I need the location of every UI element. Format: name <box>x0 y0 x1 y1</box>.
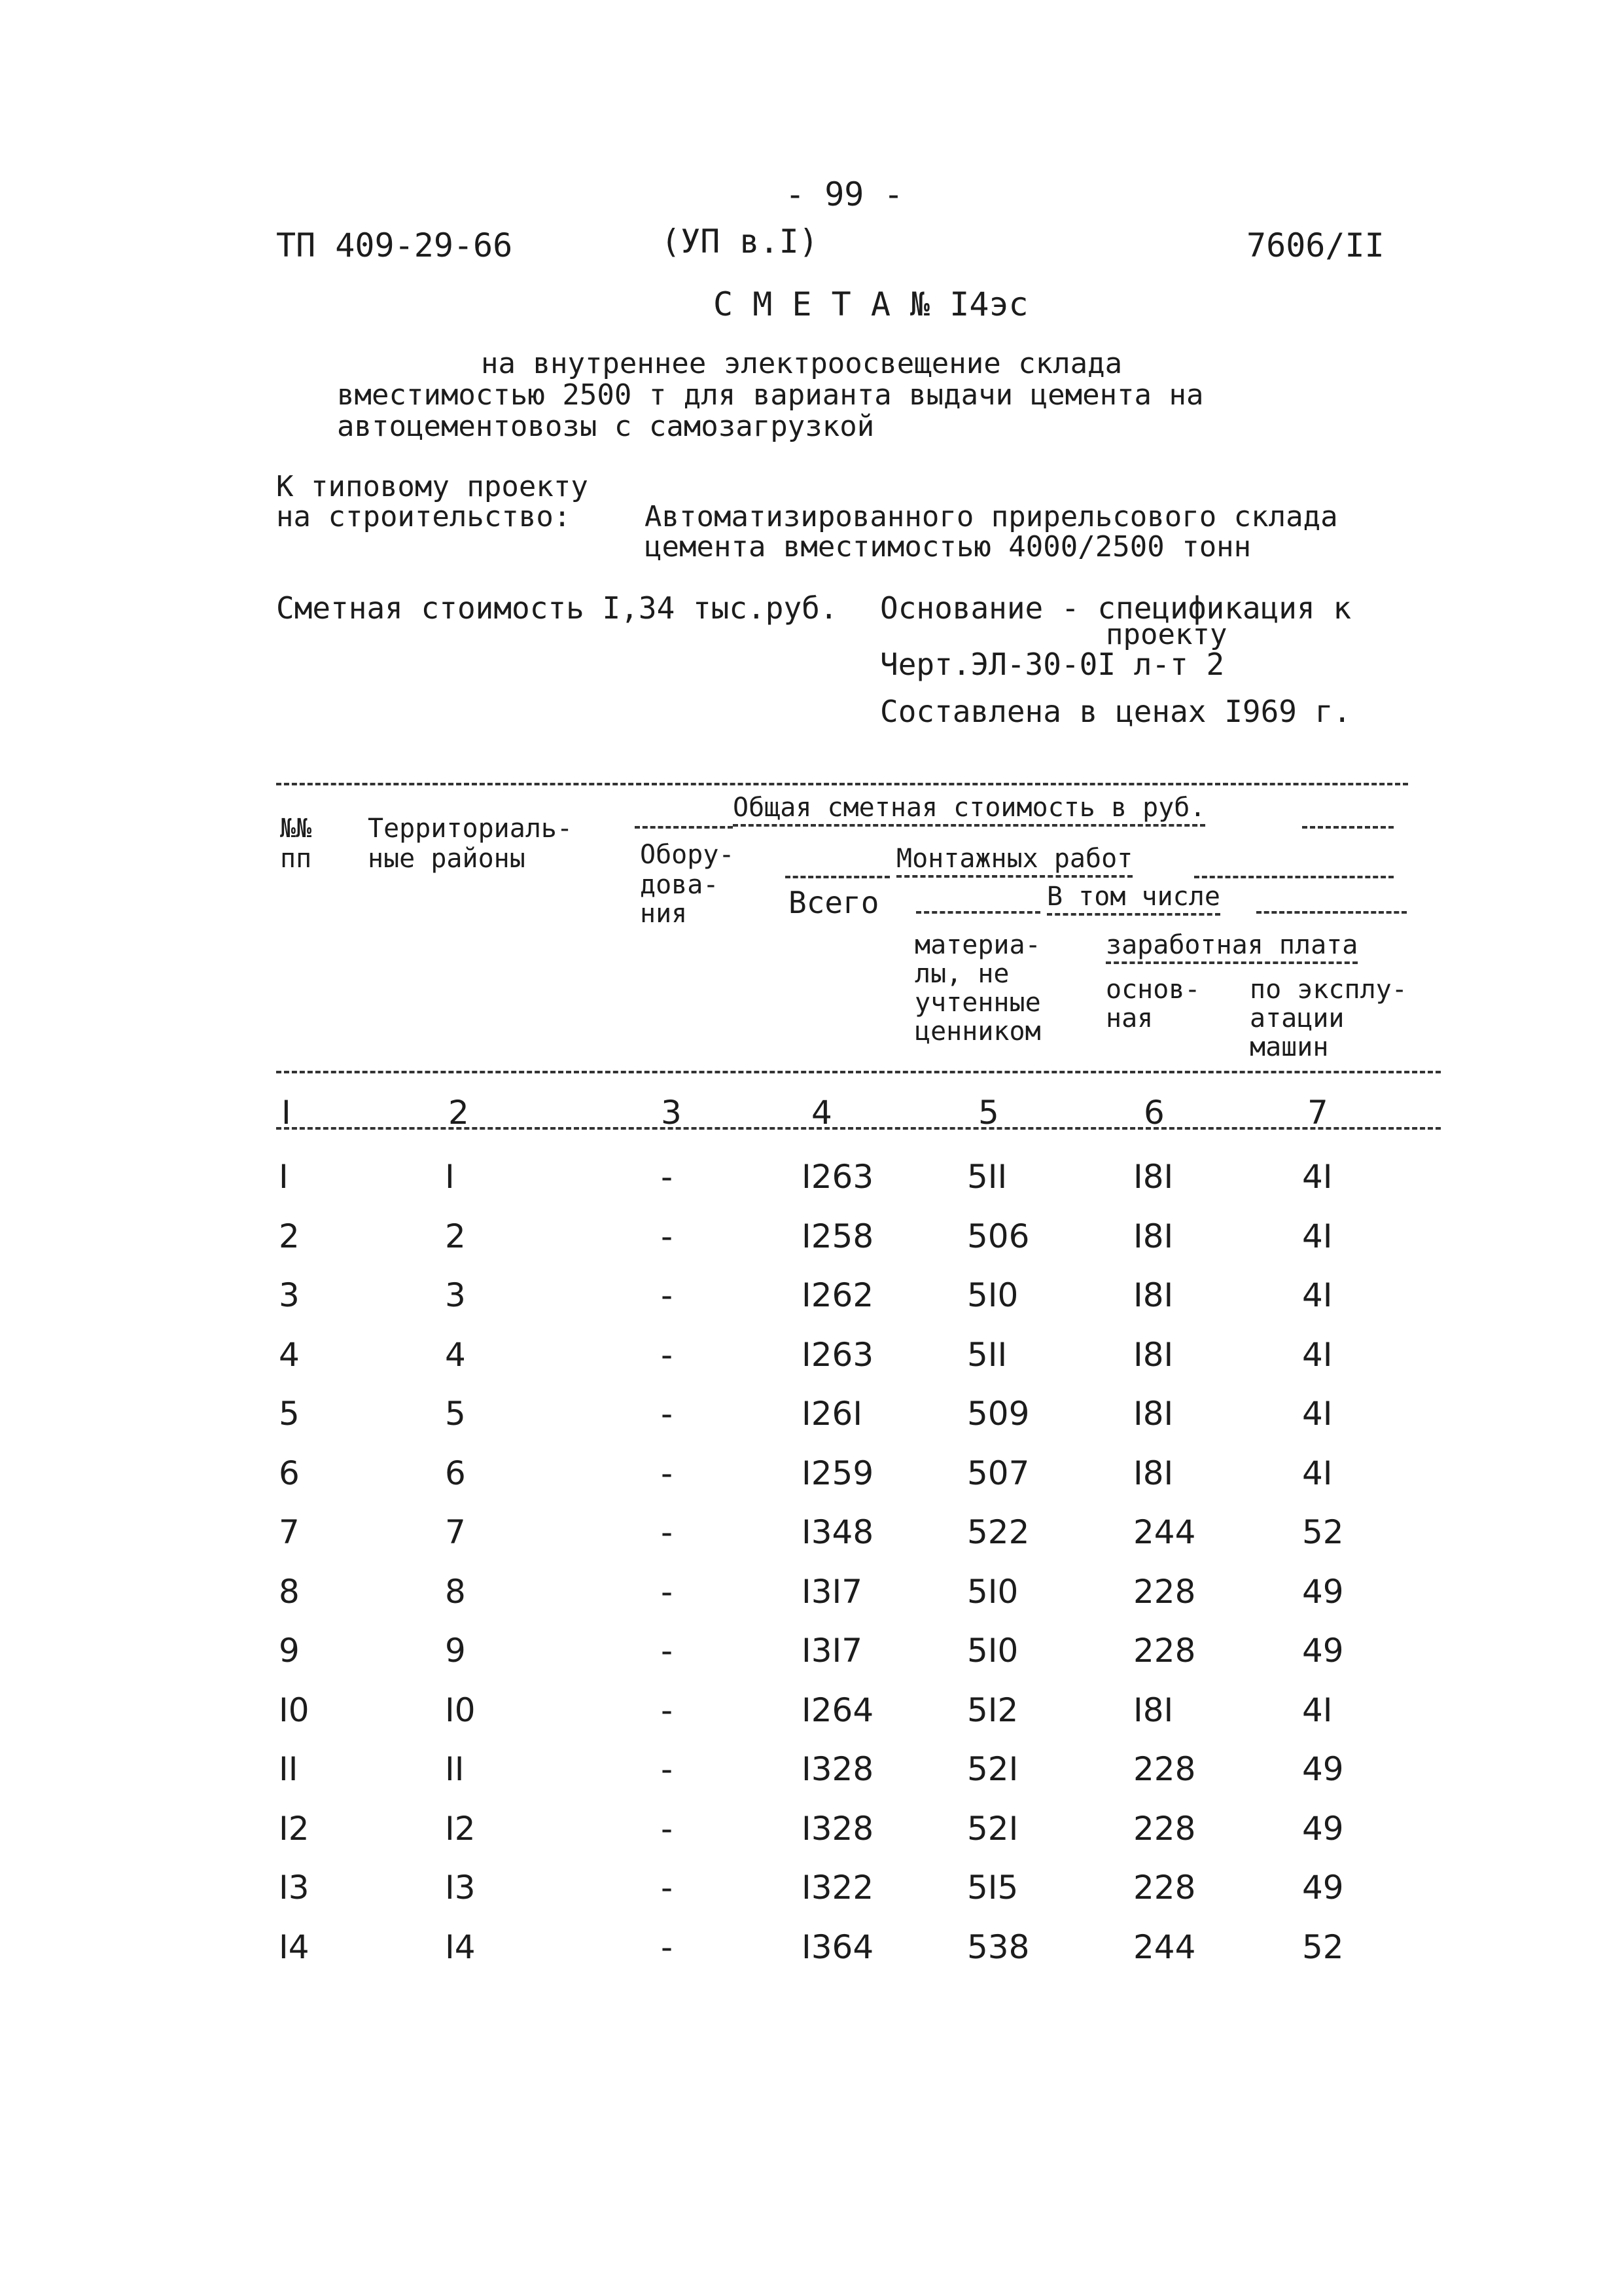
cell-region: 8 <box>445 1572 466 1611</box>
cell-equipment-cost: - <box>661 1395 673 1433</box>
cell-row-number: II <box>279 1750 298 1788</box>
cell-row-number: 4 <box>279 1335 300 1374</box>
col-wages-machines-3: машин <box>1250 1032 1329 1062</box>
cell-materials-cost: 507 <box>967 1454 1030 1492</box>
cell-total-cost: I328 <box>802 1750 874 1788</box>
cell-materials-cost: 538 <box>967 1928 1030 1966</box>
document-code: ТП 409-29-66 <box>276 226 513 264</box>
basis-continued: проекту <box>1106 618 1227 651</box>
cell-wages-machines: 49 <box>1302 1750 1344 1788</box>
cell-wages-basic: 244 <box>1133 1928 1196 1966</box>
cell-wages-machines: 4I <box>1302 1691 1333 1729</box>
cell-total-cost: I348 <box>802 1513 874 1551</box>
cell-equipment-cost: - <box>661 1809 673 1848</box>
col-wages-basic-1: основ- <box>1106 975 1201 1005</box>
archive-code: 7606/II <box>1246 226 1385 264</box>
cell-region: 9 <box>445 1632 466 1670</box>
cell-wages-basic: I8I <box>1133 1335 1174 1374</box>
table-row <box>0 1749 1624 1789</box>
col-region-label-2: ные районы <box>368 844 525 874</box>
volume-code: (УП в.I) <box>661 223 819 260</box>
table-row <box>0 1454 1624 1493</box>
cell-wages-machines: 49 <box>1302 1809 1344 1848</box>
installation-header: Монтажных работ <box>896 844 1133 873</box>
col-equipment-3: ния <box>640 899 688 929</box>
cell-region: 2 <box>445 1217 466 1255</box>
cell-region: 6 <box>445 1454 466 1492</box>
col-region-label-1: Территориаль- <box>368 814 573 844</box>
cell-equipment-cost: - <box>661 1869 673 1907</box>
basis: Основание - спецификация к <box>880 590 1352 626</box>
cell-wages-basic: 244 <box>1133 1513 1196 1551</box>
cell-total-cost: I26I <box>802 1395 863 1433</box>
column-number-row <box>0 1093 1624 1132</box>
cell-total-cost: I3I7 <box>802 1632 863 1670</box>
col-number-6: 6 <box>1144 1094 1165 1132</box>
cell-materials-cost: 5I2 <box>967 1691 1019 1729</box>
table-row <box>0 1572 1624 1611</box>
col-equipment-1: Обору- <box>640 840 735 870</box>
cell-wages-machines: 49 <box>1302 1632 1344 1670</box>
table-row <box>0 1513 1624 1552</box>
cell-region: I4 <box>445 1928 476 1966</box>
cell-wages-machines: 4I <box>1302 1217 1333 1255</box>
cell-materials-cost: 509 <box>967 1395 1030 1433</box>
cell-materials-cost: 506 <box>967 1217 1030 1255</box>
cell-equipment-cost: - <box>661 1928 673 1966</box>
cell-region: 4 <box>445 1335 466 1374</box>
col-wages-basic-2: ная <box>1106 1003 1154 1033</box>
cell-region: 7 <box>445 1513 466 1551</box>
cell-equipment-cost: - <box>661 1513 673 1551</box>
col-wages-machines-2: атации <box>1250 1003 1345 1033</box>
cell-row-number: I2 <box>279 1809 309 1848</box>
group-rule-left <box>635 826 733 829</box>
col-equipment-2: дова- <box>640 870 719 900</box>
cell-wages-machines: 4I <box>1302 1276 1333 1314</box>
col-materials-2: лы, не <box>915 959 1010 989</box>
cell-total-cost: I3I7 <box>802 1572 863 1611</box>
col-number-3: 3 <box>661 1094 682 1132</box>
cell-row-number: 6 <box>279 1454 300 1492</box>
cell-equipment-cost: - <box>661 1750 673 1788</box>
table-header-rule <box>276 1071 1441 1073</box>
cell-total-cost: I263 <box>802 1335 874 1374</box>
cell-wages-basic: 228 <box>1133 1869 1196 1907</box>
col-materials-1: материа- <box>915 930 1041 960</box>
cell-row-number: 3 <box>279 1276 300 1314</box>
col-number-label-1: №№ <box>280 814 312 844</box>
table-row <box>0 1809 1624 1848</box>
cell-total-cost: I263 <box>802 1158 874 1196</box>
cell-wages-machines: 49 <box>1302 1869 1344 1907</box>
cell-equipment-cost: - <box>661 1158 673 1196</box>
document-title: С М Е Т А № I4эс <box>713 285 1029 323</box>
cell-wages-machines: 4I <box>1302 1454 1333 1492</box>
cell-equipment-cost: - <box>661 1335 673 1374</box>
including-header: В том числе <box>1047 882 1220 911</box>
cell-wages-basic: I8I <box>1133 1454 1174 1492</box>
project-value-2: цемента вместимостью 4000/2500 тонн <box>644 530 1252 564</box>
cell-region: 3 <box>445 1276 466 1314</box>
col-number-4: 4 <box>811 1094 832 1132</box>
installation-rule-right <box>1194 876 1394 878</box>
col-number-2: 2 <box>448 1094 469 1132</box>
cell-wages-machines: 4I <box>1302 1158 1333 1196</box>
cell-row-number: 2 <box>279 1217 300 1255</box>
cell-wages-machines: 4I <box>1302 1395 1333 1433</box>
table-top-rule <box>276 783 1408 785</box>
cell-materials-cost: 52I <box>967 1809 1019 1848</box>
cell-equipment-cost: - <box>661 1572 673 1611</box>
subtitle-line-3: автоцементовозы с самозагрузкой <box>337 410 875 443</box>
table-row <box>0 1157 1624 1196</box>
cell-wages-machines: 52 <box>1302 1928 1344 1966</box>
cell-wages-basic: 228 <box>1133 1632 1196 1670</box>
cell-materials-cost: 522 <box>967 1513 1030 1551</box>
table-row <box>0 1394 1624 1433</box>
cell-equipment-cost: - <box>661 1632 673 1670</box>
cell-row-number: 5 <box>279 1395 300 1433</box>
cell-row-number: 9 <box>279 1632 300 1670</box>
col-wages-machines-1: по эксплу- <box>1250 975 1407 1005</box>
cell-region: I2 <box>445 1809 476 1848</box>
cell-total-cost: I328 <box>802 1809 874 1848</box>
table-row <box>0 1217 1624 1256</box>
cell-row-number: 7 <box>279 1513 300 1551</box>
cell-total-cost: I258 <box>802 1217 874 1255</box>
cell-materials-cost: 5I5 <box>967 1869 1019 1907</box>
subtitle-line-1: на внутреннее электроосвещение склада <box>481 347 1123 380</box>
wages-header: заработная плата <box>1106 931 1358 960</box>
cell-row-number: I <box>279 1158 289 1196</box>
cell-wages-basic: 228 <box>1133 1572 1196 1611</box>
cell-equipment-cost: - <box>661 1454 673 1492</box>
price-basis: Составлена в ценах I969 г. <box>880 694 1352 729</box>
cell-wages-basic: I8I <box>1133 1276 1174 1314</box>
cell-wages-machines: 49 <box>1302 1572 1344 1611</box>
cell-wages-basic: 228 <box>1133 1809 1196 1848</box>
table-row <box>0 1691 1624 1730</box>
cell-materials-cost: 5I0 <box>967 1632 1019 1670</box>
cell-equipment-cost: - <box>661 1691 673 1729</box>
cell-wages-basic: I8I <box>1133 1217 1174 1255</box>
project-label-1: К типовому проекту <box>276 470 588 503</box>
cell-total-cost: I264 <box>802 1691 874 1729</box>
estimated-cost: Сметная стоимость I,34 тыс.руб. <box>276 590 838 626</box>
cell-row-number: I3 <box>279 1869 309 1907</box>
col-materials-3: учтенные <box>915 988 1041 1018</box>
table-row <box>0 1868 1624 1907</box>
table-row <box>0 1928 1624 1967</box>
cell-row-number: I0 <box>279 1691 309 1729</box>
cell-region: 5 <box>445 1395 466 1433</box>
cell-total-cost: I364 <box>802 1928 874 1966</box>
subtitle-line-2: вместимостью 2500 т для варианта выдачи цемента на <box>337 378 1204 412</box>
including-rule-right <box>1256 911 1407 914</box>
cell-materials-cost: 5II <box>967 1158 1008 1196</box>
installation-rule-left <box>785 876 890 878</box>
cell-wages-machines: 52 <box>1302 1513 1344 1551</box>
table-row <box>0 1335 1624 1374</box>
cell-equipment-cost: - <box>661 1276 673 1314</box>
cell-row-number: I4 <box>279 1928 309 1966</box>
cell-wages-basic: I8I <box>1133 1691 1174 1729</box>
cell-region: I3 <box>445 1869 476 1907</box>
including-rule-left <box>916 911 1040 914</box>
table-row <box>0 1631 1624 1670</box>
cell-region: II <box>445 1750 465 1788</box>
table-row <box>0 1276 1624 1315</box>
project-label-2: на строительство: <box>276 500 571 533</box>
cell-wages-basic: I8I <box>1133 1395 1174 1433</box>
cell-total-cost: I259 <box>802 1454 874 1492</box>
col-total-label: Всего <box>788 885 879 920</box>
cell-row-number: 8 <box>279 1572 300 1611</box>
cell-materials-cost: 5II <box>967 1335 1008 1374</box>
cell-wages-basic: I8I <box>1133 1158 1174 1196</box>
drawing-reference: Черт.ЭЛ-30-0I л-т 2 <box>880 647 1225 682</box>
cell-total-cost: I322 <box>802 1869 874 1907</box>
group-rule-right <box>1302 826 1394 829</box>
col-materials-4: ценником <box>915 1016 1041 1047</box>
cell-materials-cost: 5I0 <box>967 1572 1019 1611</box>
cell-equipment-cost: - <box>661 1217 673 1255</box>
cell-materials-cost: 5I0 <box>967 1276 1019 1314</box>
cell-wages-machines: 4I <box>1302 1335 1333 1374</box>
cell-total-cost: I262 <box>802 1276 874 1314</box>
col-number-label-2: пп <box>280 844 312 874</box>
cell-region: I0 <box>445 1691 476 1729</box>
col-number-7: 7 <box>1307 1094 1328 1132</box>
cell-region: I <box>445 1158 455 1196</box>
group-total-header: Общая сметная стоимость в руб. <box>733 793 1205 822</box>
col-number-1: I <box>281 1094 291 1132</box>
column-number-rule <box>276 1127 1441 1130</box>
cell-materials-cost: 52I <box>967 1750 1019 1788</box>
project-value-1: Автоматизированного прирельсового склада <box>644 500 1338 533</box>
page-number: - 99 - <box>785 175 904 213</box>
cell-wages-basic: 228 <box>1133 1750 1196 1788</box>
col-number-5: 5 <box>978 1094 999 1132</box>
